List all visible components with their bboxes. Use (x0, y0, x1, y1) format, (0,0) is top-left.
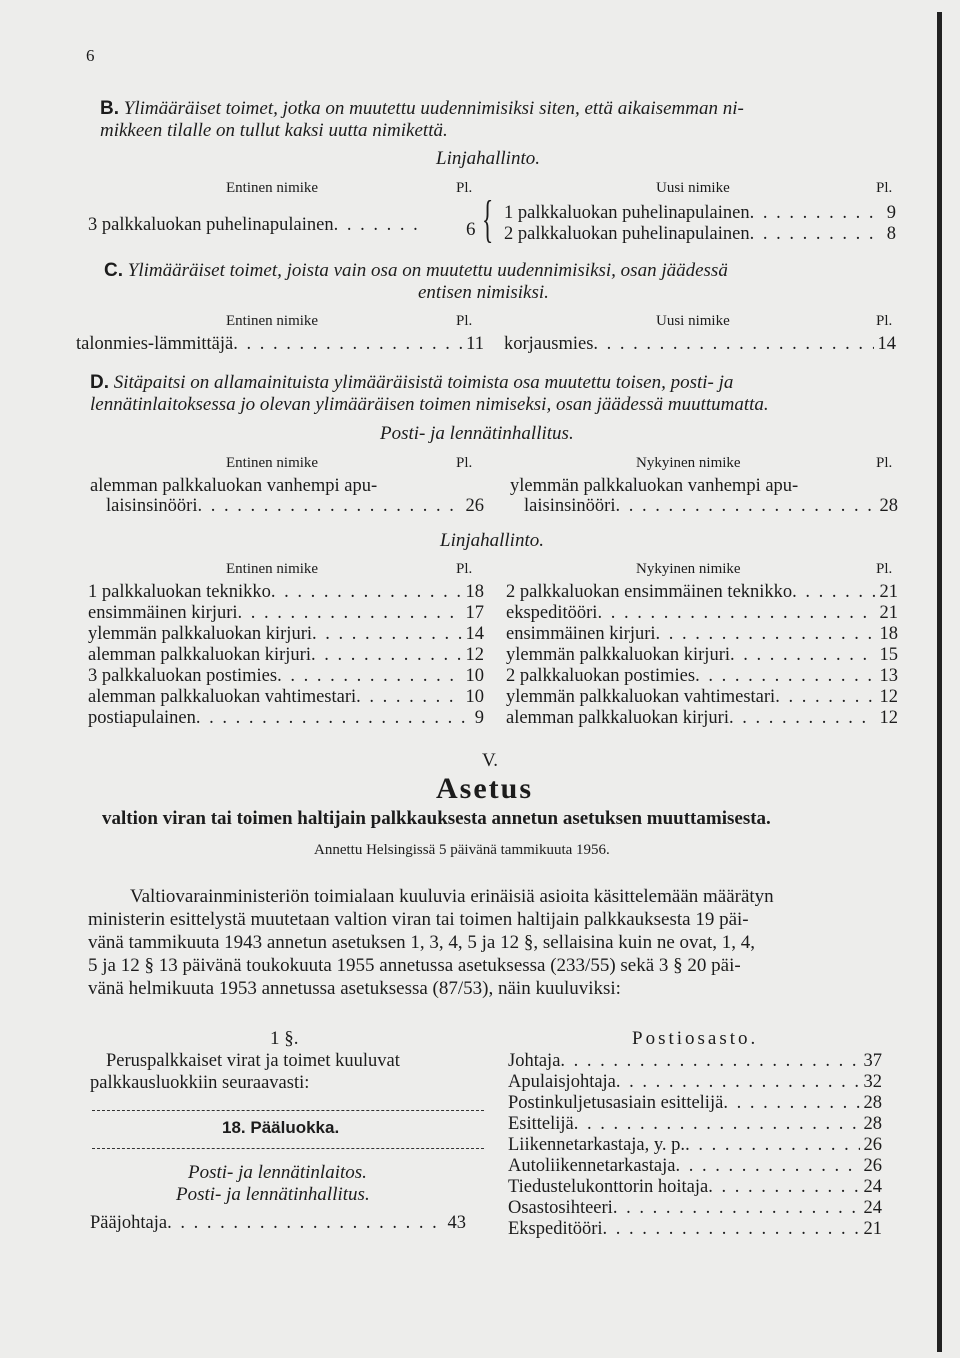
section-b-title-line2: mikkeen tilalle on tullut kaksi uutta nimikettä. (100, 120, 448, 141)
section-d-row1-new-line2: laisinsinööri . . . 28 (524, 496, 898, 517)
decree-intro-line: vänä helmikuuta 1953 annetussa asetuksessa (87/53), näin kuuluviksi: (88, 978, 621, 999)
page-edge-shadow (937, 12, 942, 1352)
section-b-col-new: Uusi nimike (656, 180, 730, 196)
section-d-old-row: alemman palkkaluokan kirjuri . . . 12 (88, 645, 484, 666)
section-b-title-line1: B. Ylimääräiset toimet, jotka on muutettu uudennimisiksi siten, että aikaisemman ni- (100, 98, 744, 119)
section-c-col-new: Uusi nimike (656, 313, 730, 329)
class-heading: 18. Pääluokka. (222, 1118, 340, 1137)
right-row: Autoliikennetarkastaja . . . 26 (508, 1156, 882, 1177)
right-row: Tiedustelukonttorin hoitaja . . . 24 (508, 1177, 882, 1198)
section-d-col-pl-2: Pl. (456, 561, 473, 577)
decree-title: Asetus (436, 772, 534, 805)
section-d-title-line1: D. Sitäpaitsi on allamainituista ylimääräisistä toimista osa muutettu toisen, posti- ja (90, 372, 734, 393)
section-c-old-row: talonmies-lämmittäjä . . . 11 (76, 334, 484, 355)
right-heading: Postiosasto. (632, 1028, 759, 1049)
decree-intro-line: ministerin esittelystä muutetaan valtion viran tai toimen haltijain palkkauksesta 19 päi- (88, 909, 749, 930)
divider-dashed (92, 1110, 484, 1111)
section-d-old-row: postiapulainen . . . 9 (88, 708, 484, 729)
section-d-new-row: ensimmäinen kirjuri . . . 18 (506, 624, 898, 645)
section-b-new-row: 2 palkkaluokan puhelinapulainen . . . 8 (504, 224, 896, 245)
section-d-heading1: Posti- ja lennätinhallitus. (380, 423, 574, 444)
section-b-new-row: 1 palkkaluokan puhelinapulainen . . . 9 (504, 203, 896, 224)
section-b-old-row: 3 palkkaluokan puhelinapulainen . . . (88, 215, 426, 236)
section-c-new-row: korjausmies . . . 14 (504, 334, 896, 355)
section-d-col-new-2: Nykyinen nimike (636, 561, 741, 577)
section-d-col-pl-new: Pl. (876, 455, 893, 471)
decree-intro-line: vänä tammikuuta 1943 annetun asetuksen 1, 3, 4, 5 ja 12 §, sellaisina kuin ne ovat, 1, 4, (88, 932, 755, 953)
section-d-old-row: alemman palkkaluokan vahtimestari . . . 10 (88, 687, 484, 708)
right-row: Apulaisjohtaja . . . 32 (508, 1072, 882, 1093)
section-c-col-pl-new: Pl. (876, 313, 893, 329)
section-d-col-pl: Pl. (456, 455, 473, 471)
section-b-col-pl: Pl. (456, 180, 473, 196)
decree-number: V. (482, 750, 499, 771)
section-d-new-row: alemman palkkaluokan kirjuri . . . 12 (506, 708, 898, 729)
section-d-col-new: Nykyinen nimike (636, 455, 741, 471)
agency2: Posti- ja lennätinhallitus. (176, 1184, 370, 1205)
decree-date: Annettu Helsingissä 5 päivänä tammikuuta 1956. (314, 842, 610, 858)
section-d-col-old: Entinen nimike (226, 455, 319, 471)
section-d-heading2: Linjahallinto. (440, 530, 544, 551)
section-d-letter: D. (90, 372, 109, 393)
paragraph-text-line1: Peruspalkkaiset virat ja toimet kuuluvat (106, 1051, 400, 1071)
brace-symbol: { (482, 191, 494, 248)
section-c-title-line1: C. Ylimääräiset toimet, joista vain osa on muutettu uudennimisiksi, osan jäädessä (104, 260, 728, 281)
section-c-col-pl: Pl. (456, 313, 473, 329)
section-d-new-row: ylemmän palkkaluokan kirjuri . . . 15 (506, 645, 898, 666)
right-row: Ekspeditööri . . . 21 (508, 1219, 882, 1240)
decree-intro-line: 5 ja 12 § 13 päivänä toukokuuta 1955 annetussa asetuksessa (233/55) sekä 3 § 20 päi- (88, 955, 741, 976)
section-d-old-row: ylemmän palkkaluokan kirjuri . . . 14 (88, 624, 484, 645)
section-d-row1-new-line1: ylemmän palkkaluokan vanhempi apu- (510, 476, 799, 496)
section-c-col-old: Entinen nimike (226, 313, 319, 329)
section-d-old-row: 1 palkkaluokan teknikko . . . 18 (88, 582, 484, 603)
section-d-new-row: ylemmän palkkaluokan vahtimestari . . . 12 (506, 687, 898, 708)
right-row: Johtaja . . . 37 (508, 1051, 882, 1072)
section-d-new-row: 2 palkkaluokan ensimmäinen teknikko . . . 21 (506, 582, 898, 603)
decree-subtitle: valtion viran tai toimen haltijain palkkauksesta annetun asetuksen muuttamisesta. (102, 808, 771, 829)
agency1: Posti- ja lennätinlaitos. (188, 1162, 367, 1183)
paragraph-symbol: 1 §. (270, 1028, 299, 1049)
section-c-title-line2: entisen nimisiksi. (418, 282, 549, 303)
section-d-new-row: ekspeditööri . . . 21 (506, 603, 898, 624)
section-d-new-row: 2 palkkaluokan postimies . . . 13 (506, 666, 898, 687)
page-number: 6 (86, 46, 95, 65)
right-row: Esittelijä . . . 28 (508, 1114, 882, 1135)
section-b-col-old: Entinen nimike (226, 180, 319, 196)
paragraph-text-line2: palkkausluokkiin seuraavasti: (90, 1073, 310, 1093)
right-row: Postinkuljetusasiain esittelijä . . . 28 (508, 1093, 882, 1114)
section-b-heading: Linjahallinto. (436, 148, 540, 169)
section-b-old-pl: 6 (466, 219, 476, 240)
section-d-old-row: ensimmäinen kirjuri . . . 17 (88, 603, 484, 624)
right-row: Osastosihteeri . . . 24 (508, 1198, 882, 1219)
left-row: Pääjohtaja . . . 43 (90, 1213, 466, 1234)
decree-intro-line: Valtiovarainministeriön toimialaan kuuluvia erinäisiä asioita käsittelemään määrätyn (130, 886, 774, 907)
section-b-letter: B. (100, 98, 119, 119)
section-d-title-line2: lennätinlaitoksessa jo olevan ylimääräisen toimen nimiseksi, osan jäädessä muuttumatta. (90, 394, 769, 415)
section-d-col-pl-new-2: Pl. (876, 561, 893, 577)
section-d-col-old-2: Entinen nimike (226, 561, 319, 577)
section-c-letter: C. (104, 260, 123, 281)
section-d-row1-old-line1: alemman palkkaluokan vanhempi apu- (90, 476, 378, 496)
section-d-row1-old-line2: laisinsinööri . . . 26 (106, 496, 484, 517)
section-b-col-pl-new: Pl. (876, 180, 893, 196)
right-row: Liikennetarkastaja, y. p. . . . 26 (508, 1135, 882, 1156)
section-d-old-row: 3 palkkaluokan postimies . . . 10 (88, 666, 484, 687)
divider-dashed (92, 1148, 484, 1149)
